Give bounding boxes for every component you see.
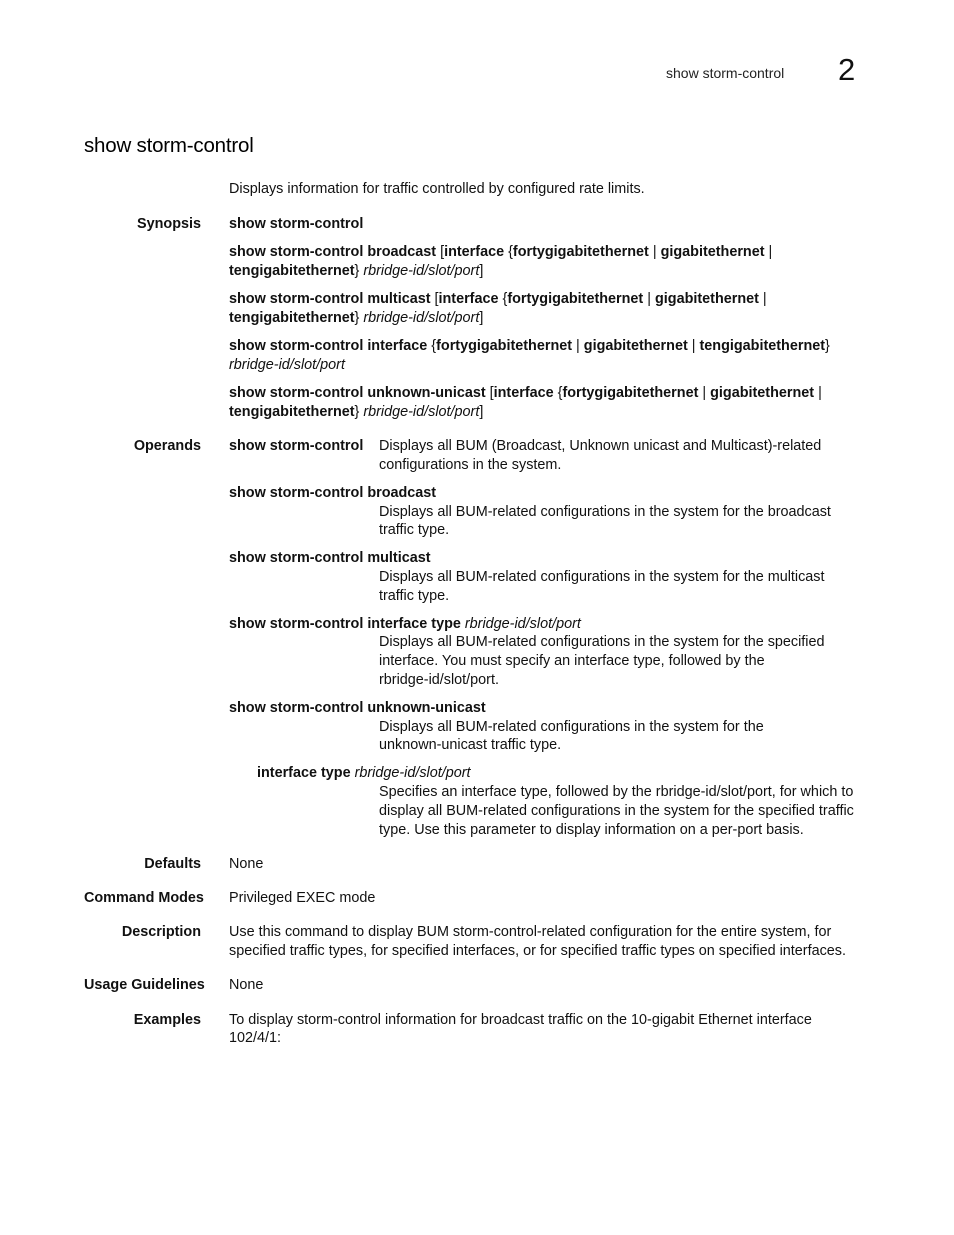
- synopsis-unknown-unicast-cont: tengigabitethernet} rbridge-id/slot/port]: [229, 404, 484, 420]
- examples-text: To display storm-control information for broadcast traffic on the 10-gigabit Ethernet interface: [229, 1012, 812, 1028]
- command-modes-value: Privileged EXEC mode: [229, 890, 376, 906]
- operand-desc: traffic type.: [379, 588, 450, 604]
- operand-desc: Specifies an interface type, followed by the rbridge-id/slot/port, for which to: [379, 784, 854, 800]
- description-label: Description: [121, 924, 201, 940]
- defaults-label: Defaults: [144, 856, 201, 872]
- synopsis-multicast: show storm-control multicast [interface {fortygigabitethernet | gigabitethernet |: [229, 291, 767, 307]
- description-text: specified traffic types, for specified interfaces, or for specified traffic types on specified interfaces.: [229, 943, 846, 959]
- operands-label: Operands: [133, 438, 201, 454]
- operand-desc: interface. You must specify an interface type, followed by the: [379, 653, 765, 669]
- synopsis-multicast-cont: tengigabitethernet} rbridge-id/slot/port]: [229, 310, 484, 326]
- operand-desc: traffic type.: [379, 522, 450, 538]
- operand-desc: display all BUM-related configurations in the system for the specified traffic: [379, 803, 854, 819]
- operand-desc: rbridge-id/slot/port.: [379, 672, 499, 688]
- operand-desc: configurations in the system.: [379, 457, 562, 473]
- intro-text: Displays information for traffic controlled by configured rate limits.: [229, 181, 645, 197]
- examples-text: 102/4/1:: [229, 1030, 282, 1046]
- page-title: show storm-control: [84, 134, 254, 157]
- operand-desc: Displays all BUM-related configurations in the system for the multicast: [379, 569, 825, 585]
- chapter-number: 2: [838, 52, 856, 87]
- operand-desc: Displays all BUM-related configurations in the system for the specified: [379, 634, 825, 650]
- synopsis-unknown-unicast: show storm-control unknown-unicast [interface {fortygigabitethernet | gigabitethernet |: [229, 385, 822, 401]
- operand-term: show storm-control broadcast: [229, 485, 437, 501]
- operand-term: show storm-control multicast: [229, 550, 431, 566]
- operand-desc: Displays all BUM-related configurations in the system for the: [379, 719, 764, 735]
- synopsis-broadcast: show storm-control broadcast [interface {fortygigabitethernet | gigabitethernet |: [229, 244, 773, 260]
- examples-label: Examples: [133, 1012, 201, 1028]
- command-modes-label: Command Modes: [84, 890, 204, 906]
- synopsis-interface: show storm-control interface {fortygigabitethernet | gigabitethernet | tengigabitethernet}: [229, 338, 830, 354]
- synopsis-broadcast-cont: tengigabitethernet} rbridge-id/slot/port]: [229, 263, 484, 279]
- synopsis-interface-arg: rbridge-id/slot/port: [229, 357, 345, 373]
- operand-term: show storm-control: [229, 438, 364, 454]
- usage-guidelines-label: Usage Guidelines: [84, 977, 205, 993]
- operand-term: interface type rbridge-id/slot/port: [257, 765, 471, 781]
- operand-term: show storm-control interface type rbridge-id/slot/port: [229, 616, 581, 632]
- description-text: Use this command to display BUM storm-control-related configuration for the entire system, for: [229, 924, 832, 940]
- usage-guidelines-value: None: [229, 977, 264, 993]
- operand-desc: type. Use this parameter to display information on a per-port basis.: [379, 822, 804, 838]
- synopsis-line-1: show storm-control: [229, 216, 364, 232]
- operand-desc: unknown-unicast traffic type.: [379, 737, 562, 753]
- synopsis-label: Synopsis: [137, 216, 201, 232]
- operand-term: show storm-control unknown-unicast: [229, 700, 486, 716]
- operand-desc: Displays all BUM (Broadcast, Unknown unicast and Multicast)-related: [379, 438, 822, 454]
- running-header-title: show storm-control: [666, 65, 785, 81]
- operand-desc: Displays all BUM-related configurations in the system for the broadcast: [379, 504, 831, 520]
- defaults-value: None: [229, 856, 264, 872]
